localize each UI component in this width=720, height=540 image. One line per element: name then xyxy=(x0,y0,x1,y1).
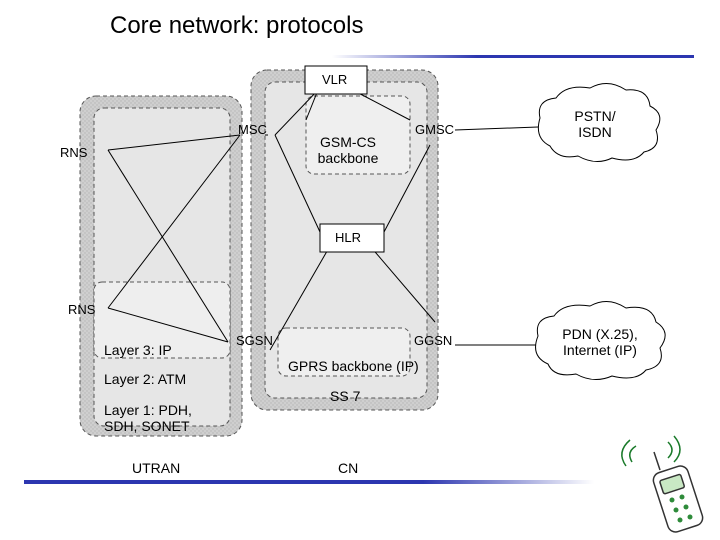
slide-title: Core network: protocols xyxy=(110,12,364,39)
layer1-line1: Layer 1: PDH, xyxy=(104,402,192,418)
pdn-line2: Internet (IP) xyxy=(563,342,637,358)
layer2-label: Layer 2: ATM xyxy=(104,371,187,387)
hlr-label: HLR xyxy=(335,230,362,245)
pstn-label xyxy=(562,108,628,140)
cn-label: CN xyxy=(338,460,359,476)
layer1-label xyxy=(104,402,192,434)
gsm-cs-backbone-line1: GSM-CS xyxy=(320,134,376,150)
gprs-backbone-label: GPRS backbone (IP) xyxy=(288,358,419,374)
pdn-label xyxy=(548,326,652,358)
pstn-line1: PSTN/ xyxy=(574,108,616,124)
msc-label: MSC xyxy=(238,122,267,137)
rns-top-label: RNS xyxy=(60,145,88,160)
gmsc-label: GMSC xyxy=(415,122,454,137)
utran-label: UTRAN xyxy=(132,460,181,476)
footer-rule xyxy=(24,480,594,484)
ggsn-label: GGSN xyxy=(414,333,453,348)
vlr-label: VLR xyxy=(322,72,348,87)
pstn-line2: ISDN xyxy=(578,124,612,140)
gsm-cs-backbone-line2: backbone xyxy=(317,150,379,166)
layer1-line2: SDH, SONET xyxy=(104,418,190,434)
layer3-label: Layer 3: IP xyxy=(104,342,172,358)
sgsn-label: SGSN xyxy=(236,333,273,348)
gsm-cs-backbone-label xyxy=(308,134,388,166)
rns-bottom-label: RNS xyxy=(68,302,96,317)
mobile-phone-icon xyxy=(622,436,705,534)
pdn-line1: PDN (X.25), xyxy=(562,326,638,342)
ss7-label: SS 7 xyxy=(330,388,361,404)
